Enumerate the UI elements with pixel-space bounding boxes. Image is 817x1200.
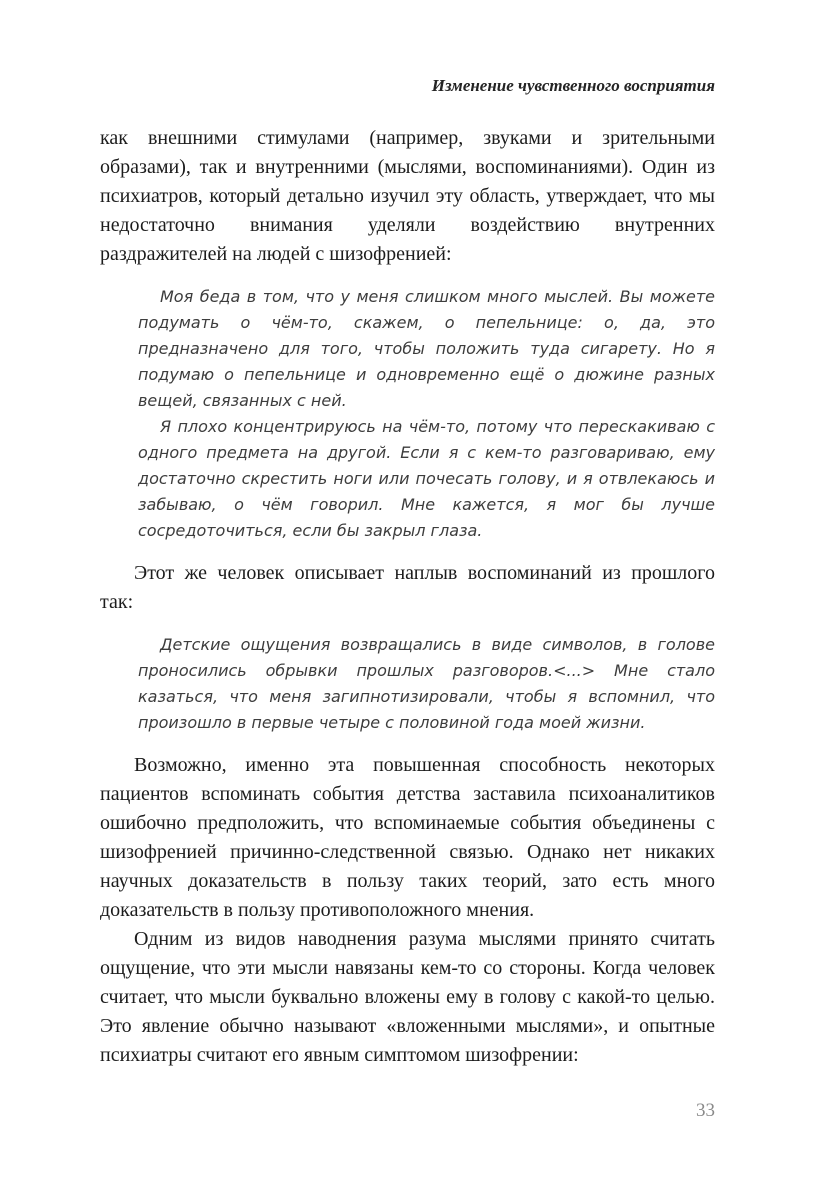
quote-paragraph: Моя беда в том, что у меня слишком много мыслей. Вы можете подумать о чём-то, скажем, о пепельнице: о, да, это предназначено для того, чтобы положить туда сигарету. Но я подумаю о пепельнице и одновременно ещё о дюжине разных вещей, связанных с ней. [138,287,715,410]
paragraph: Возможно, именно эта повышенная способность некоторых пациентов вспоминать события детства заставила психоаналитиков ошибочно предположить, что вспоминаемые события объединены с шизофренией причинно-следственной связью. Однако нет никаких научных доказательств в пользу таких теорий, зато есть много доказательств в пользу противоположного мнения. [100,754,715,921]
quote-paragraph: Я плохо концентрируюсь на чём-то, потому что перескакиваю с одного предмета на другой. Если я с кем-то разговариваю, ему достаточно скрестить ноги или почесать голову, и я отвлекаюсь и забываю, о чём говорил. Мне кажется, я мог бы лучше сосредоточиться, если бы закрыл глаза. [138,417,715,540]
paragraph-continuation: как внешними стимулами (например, звуками и зрительными образами), так и внутренними (мыслями, воспоминаниями). Один из психиатров, который детально изучил эту область, утверждает, что мы недостаточно внимания уделяли воздействию внутренних раздражителей на людей с шизофренией: [100,127,715,265]
quote-paragraph: Детские ощущения возвращались в виде символов, в голове проносились обрывки прошлых разговоров.<...> Мне стало казаться, что меня загипнотизировали, чтобы я вспомнил, что произошло в первые четыре с половиной года моей жизни. [138,635,715,732]
quote-block-1 [138,284,715,544]
paragraph: Одним из видов наводнения разума мыслями принято считать ощущение, что эти мысли навязаны кем-то со стороны. Когда человек считает, что мысли буквально вложены ему в голову с какой-то целью. Это явление обычно называют «вложенными мыслями», и опытные психиатры считают его явным симптомом шизофрении: [100,928,715,1066]
running-header: Изменение чувственного восприятия [431,76,715,95]
quote-block-2 [138,632,715,736]
paragraph: Этот же человек описывает наплыв воспоминаний из прошлого так: [100,562,715,613]
page-number: 33 [696,1100,715,1121]
